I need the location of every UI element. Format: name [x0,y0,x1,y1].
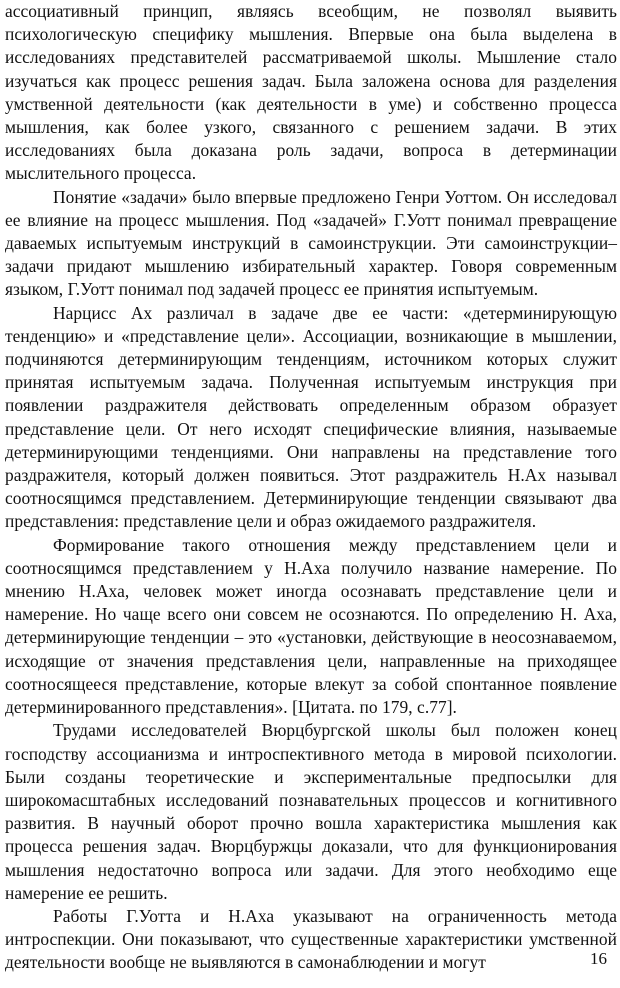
paragraph: Работы Г.Уотта и Н.Аха указывают на ограниченность метода интроспекции. Они показывают, что существенные характеристики умственной деятельности вообще не выявляются в самонаблюдении и могут [5,905,617,973]
page-number: 16 [590,949,607,968]
paragraph: Понятие «задачи» было впервые предложено Генри Уоттом. Он исследовал ее влияние на процесс мышления. Под «задачей» Г.Уотт понимал превращение даваемых испытуемым инструкций в самоинструкции. Эти самоинструкции–задачи придают мышлению избирательный характер. Говоря современным языком, Г.Уотт понимал под задачей процесс ее принятия испытуемым. [5,186,617,300]
paragraph: ассоциативный принцип, являясь всеобщим, не позволял выявить психологическую специфику мышления. Впервые она была выделена в исследованиях представителей рассматриваемой школы. Мышление стало изучаться как процесс решения задач. Была заложена основа для разделения умственной деятельности (как деятельности в уме) и собственно процесса мышления, как более узкого, связанного с решением задачи. В этих исследованиях была доказана роль задачи, вопроса в детерминации мыслительного процесса. [5,1,617,184]
paragraph: Трудами исследователей Вюрцбургской школы был положен конец господству ассоцианизма и интроспективного метода в мировой психологии. Были созданы теоретические и экспериментальные предпосылки для широкомасштабных исследований познавательных процессов и когнитивного развития. В научный оборот прочно вошла характеристика мышления как процесса решения задач. Вюрцбуржцы доказали, что для функционирования мышления недостаточно вопроса или задачи. Для этого необходимо еще намерение ее решить. [5,720,617,903]
body-text [5,0,617,975]
paragraph: Формирование такого отношения между представлением цели и соотносящимся представлением у Н.Аха получило название намерение. По мнению Н.Аха, человек может иногда осознавать представление цели и намерение. Но чаще всего они совсем не осознаются. По определению Н. Аха, детерминирующие тенденции – это «установки, действующие в неосознаваемом, исходящие от значения представления цели, направленные на приходящее соотносящееся представление, которые влекут за собой спонтанное появление детерминированного представления». [Цитата. по 179, с.77]. [5,534,617,718]
paragraph: Нарцисс Ах различал в задаче две ее части: «детерминирующую тенденцию» и «представление цели». Ассоциации, возникающие в мышлении, подчиняются детерминирующим тенденциям, источником которых служит принятая испытуемым задача. Полученная испытуемым инструкция при появлении раздражителя действовать определенным образом образует представление цели. От него исходят специфические влияния, называемые детерминирующими тенденциями. Они направлены на представление того раздражителя, который должен появиться. Этот раздражитель Н.Ах называл соотносящимся представлением. Детерминирующие тенденции связывают два представления: представление цели и образ ожидаемого раздражителя. [5,302,617,532]
